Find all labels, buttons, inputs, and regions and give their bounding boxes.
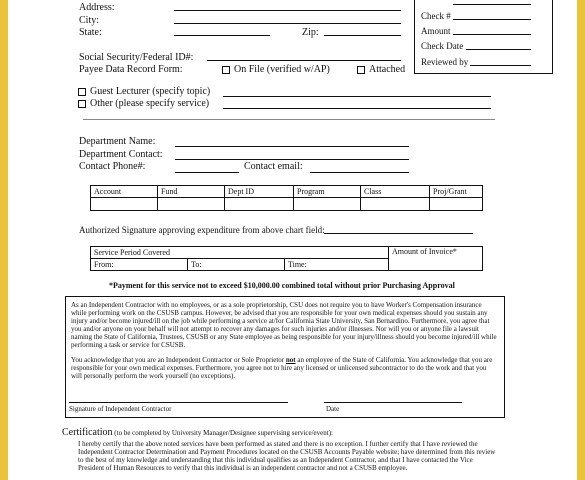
other-service-checkbox[interactable]: [78, 100, 86, 108]
guest-lecturer-line[interactable]: [223, 96, 491, 97]
header-dept-id: Dept ID: [225, 186, 294, 198]
header-program: Program: [294, 186, 361, 198]
authorized-signature-line[interactable]: [324, 233, 473, 234]
certification-text: I hereby certify that the above noted services have been performed as stated and there is no exception. I further certify that I have reviewed the Independent Contractor Determination and Payment Procedures located on the CSUSB Accounts Payable website; have determined from this review to the best of my knowledge and understanding that this individual qualifies as an Independent Contractor, and that I have contacted the Vice President of Human Resources to verify that this individual is an independent contractor and not a CSUSB employee.: [78, 440, 496, 472]
guest-lecturer-checkbox[interactable]: [78, 88, 86, 96]
contractor-date-line[interactable]: [324, 402, 462, 403]
department-name-line[interactable]: [175, 146, 409, 147]
amount-of-invoice-label: Amount of Invoice*: [389, 247, 483, 271]
contractor-statement-paragraph-1: As an Independent Contractor with no employees, or as a sole proprietorship, CSU does not require you to have Worker's Compensation insurance while performing work on the CSUSB campus. However, be advised that you are responsible for your own medical expenses should you sustain any injury and/or become injured/ill on the job while performing a service at/for California State University, San Bernardino. Furthermore, you agree that you and/or anyone on your behalf will not attempt to recover any damages for such injuries and/or illnesses. Nor will you or anyone file a lawsuit naming the State of California, Trustees, CSUSB or any State employee as being responsible for your injury/illness should you become injured/ill while performing a task or service for CSUSB.: [71, 301, 497, 349]
check-date-line[interactable]: [466, 49, 531, 50]
time-field[interactable]: Time:: [285, 259, 389, 271]
city-line[interactable]: [174, 23, 401, 24]
chart-field-header-row: [91, 186, 483, 198]
check-number-label: Check #: [421, 11, 451, 21]
certification-heading: Certification (to be completed by University Manager/Designee supervising service/event):: [62, 427, 333, 438]
service-period-title: Service Period Covered: [91, 247, 389, 259]
state-line[interactable]: [174, 35, 270, 36]
attached-option[interactable]: Attached: [357, 64, 405, 75]
contractor-signature-line[interactable]: [69, 402, 288, 403]
contractor-date-label: Date: [326, 405, 340, 413]
ssn-label: Social Security/Federal ID#:: [79, 52, 194, 63]
zip-label: Zip:: [302, 27, 319, 38]
address-line[interactable]: [174, 10, 401, 11]
header-account: Account: [91, 186, 158, 198]
check-number-line[interactable]: [453, 19, 531, 20]
attached-checkbox[interactable]: [357, 66, 365, 74]
header-fund: Fund: [158, 186, 225, 198]
authorized-signature-label: Authorized Signature approving expenditure from above chart field:: [79, 225, 325, 235]
service-period-table: [90, 246, 483, 271]
to-field[interactable]: To:: [188, 259, 285, 271]
reviewed-by-label: Reviewed by: [421, 57, 469, 67]
chart-field-table: [90, 185, 483, 211]
divider: [83, 119, 495, 120]
from-field[interactable]: From:: [91, 259, 188, 271]
on-file-checkbox[interactable]: [222, 66, 230, 74]
chart-field-entry-row: [91, 198, 483, 211]
city-label: City:: [79, 15, 100, 26]
other-service-line[interactable]: [223, 108, 491, 109]
amount-line[interactable]: [453, 34, 531, 35]
contact-phone-line[interactable]: [175, 172, 239, 173]
contractor-statement-paragraph-2: You acknowledge that you are an Independent Contractor or Sole Proprietor not an employee of the State of California. You acknowledge that you are responsible for your own medical expenses. Furthermore, you agree not to hire any licensed or unlicensed subcontractor to do the work and that you will personally perform the work yourself (no exceptions).: [71, 356, 493, 380]
contact-phone-label: Contact Phone#:: [79, 161, 146, 172]
form-page: [8, 0, 577, 480]
header-class: Class: [361, 186, 430, 198]
ssn-line[interactable]: [207, 60, 401, 61]
other-service-option[interactable]: Other (please specify service): [78, 98, 209, 109]
department-contact-label: Department Contact:: [79, 149, 163, 160]
contact-email-label: Contact email:: [244, 161, 303, 172]
header-proj-grant: Proj/Grant: [430, 186, 483, 198]
fund-cell[interactable]: [158, 198, 225, 211]
state-label: State:: [79, 27, 102, 38]
address-label: Address:: [79, 2, 115, 13]
class-cell[interactable]: [361, 198, 430, 211]
reviewed-by-line[interactable]: [470, 65, 531, 66]
payment-note: *Payment for this service not to exceed $10,000.00 combined total without prior Purchasing Approval: [109, 281, 455, 290]
zip-line[interactable]: [324, 35, 401, 36]
on-file-option[interactable]: On File (verified w/AP): [222, 64, 330, 75]
contractor-signature-label: Signature of Independent Contractor: [69, 405, 172, 413]
check-date-label: Check Date: [421, 41, 464, 51]
department-name-label: Department Name:: [79, 136, 156, 147]
department-contact-line[interactable]: [175, 159, 409, 160]
proj-grant-cell[interactable]: [430, 198, 483, 211]
payee-record-label: Payee Data Record Form:: [79, 64, 183, 75]
dept-id-cell[interactable]: [225, 198, 294, 211]
account-cell[interactable]: [91, 198, 158, 211]
amount-label: Amount: [421, 26, 451, 36]
guest-lecturer-option[interactable]: Guest Lecturer (specify topic): [78, 86, 210, 97]
program-cell[interactable]: [294, 198, 361, 211]
office-top-line: [453, 4, 531, 5]
contact-email-line[interactable]: [310, 172, 409, 173]
